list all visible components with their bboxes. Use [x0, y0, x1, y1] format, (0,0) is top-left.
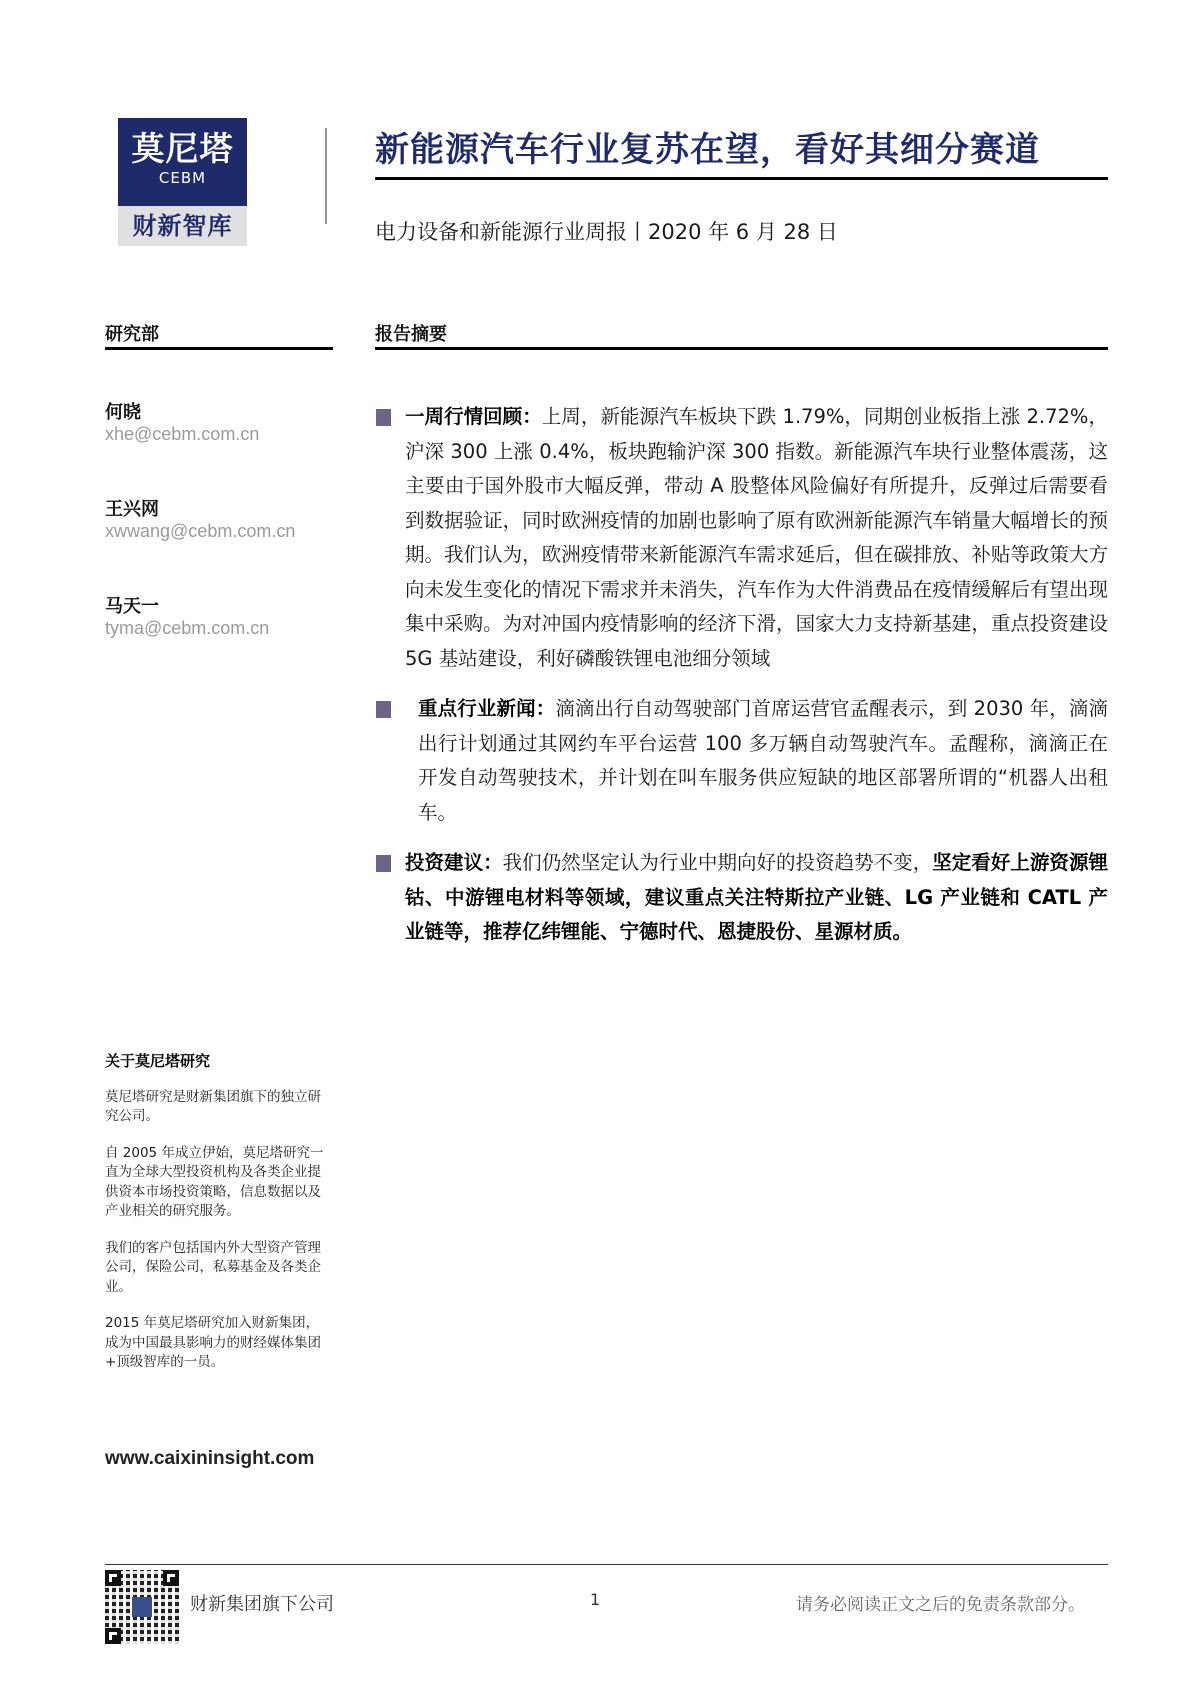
author-block: [105, 592, 269, 639]
summary-item-market-review: [375, 400, 1108, 676]
bullet-square-icon: [376, 701, 391, 718]
header-vertical-divider: [325, 128, 327, 224]
summary-item-text: 上周，新能源汽车板块下跌 1.79%，同期创业板指上涨 2.72%，沪深 300 上涨 0.4%，板块跑输沪深 300 指数。新能源汽车块行业整体震荡，这主要由于国外股市大幅反弹，带动 A 股整体风险偏好有所提升，反弹过后需要看到数据验证，同时欧洲疫情的加剧也影响了原有欧洲新能源汽车销量大幅增长的预期。我们认为，欧洲疫情带来新能源汽车需求延后，但在碳排放、补贴等政策大方向未发生变化的情况下需求并未消失，汽车作为大件消费品在疫情缓解后有望出现集中采购。为对冲国内疫情影响的经济下滑，国家大力支持新基建，重点投资建设 5G 基站建设，利好磷酸铁锂电池细分领域: [405, 405, 1108, 670]
author-block: [105, 495, 295, 542]
author-block: [105, 398, 259, 445]
report-subtitle: 电力设备和新能源行业周报丨2020 年 6 月 28 日: [375, 220, 838, 244]
footer-disclaimer: 请务必阅读正文之后的免责条款部分。: [796, 1595, 1085, 1615]
footer-company: 财新集团旗下公司: [190, 1594, 334, 1615]
summary-item-text: 滴滴出行自动驾驶部门首席运营官孟醒表示，到 2030 年，滴滴出行计划通过其网约车平台运营 100 多万辆自动驾驶汽车。孟醒称，滴滴正在开发自动驾驶技术，并计划在叫车服务供应短缺的地区部署所谓的“机器人出租车。: [418, 697, 1108, 824]
about-paragraph: 莫尼塔研究是财新集团旗下的独立研究公司。: [105, 1088, 321, 1124]
logo-cn-text: 莫尼塔: [131, 129, 234, 168]
bullet-square-icon: [376, 855, 391, 872]
about-heading: 关于莫尼塔研究: [105, 1052, 211, 1070]
about-paragraph: 我们的客户包括国内外大型资产管理公司，保险公司，私募基金及各类企业。: [105, 1239, 321, 1295]
page-number: 1: [590, 1590, 601, 1609]
author-email[interactable]: tyma@cebm.com.cn: [105, 618, 270, 638]
author-name: 马天一: [105, 596, 159, 617]
summary-body: [375, 400, 1108, 966]
about-section: [105, 1052, 330, 1373]
website-link[interactable]: www.caixininsight.com: [105, 1448, 315, 1469]
summary-item-label: 重点行业新闻：: [418, 697, 556, 720]
qr-logo-icon: [132, 1597, 152, 1617]
bullet-square-icon: [376, 409, 391, 426]
author-name: 何晓: [105, 402, 141, 423]
report-title: 新能源汽车行业复苏在望，看好其细分赛道: [375, 130, 1040, 170]
summary-item-investment-advice: [375, 846, 1108, 950]
footer-rule: [105, 1564, 1108, 1565]
summary-heading-rule: [375, 347, 1108, 350]
cebm-logo: [118, 118, 247, 246]
about-paragraph: 自 2005 年成立伊始，莫尼塔研究一直为全球大型投资机构及各类企业提供资本市场投资策略，信息数据以及产业相关的研究服务。: [105, 1144, 324, 1219]
summary-item-industry-news: [375, 692, 1108, 830]
author-email[interactable]: xhe@cebm.com.cn: [105, 424, 260, 444]
logo-top-block: [118, 118, 247, 206]
title-rule: [375, 177, 1108, 180]
about-paragraph: 2015 年莫尼塔研究加入财新集团，成为中国最具影响力的财经媒体集团+顶级智库的一员。: [105, 1315, 321, 1370]
dept-heading: 研究部: [105, 324, 159, 345]
logo-en-text: CEBM: [158, 169, 207, 187]
qr-code-icon: [105, 1570, 179, 1644]
author-name: 王兴网: [105, 499, 159, 520]
dept-heading-rule: [105, 347, 333, 350]
summary-heading: 报告摘要: [375, 324, 447, 345]
author-email[interactable]: xwwang@cebm.com.cn: [105, 521, 296, 541]
summary-item-label: 投资建议：: [405, 851, 503, 874]
summary-item-bold-text: 坚定看好上游资源锂钴、中游锂电材料等领域，建议重点关注特斯拉产业链、LG 产业链和 CATL 产业链等，推荐亿纬锂能、宁德时代、恩捷股份、星源材质。: [405, 851, 1108, 943]
summary-item-text: 我们仍然坚定认为行业中期向好的投资趋势不变，: [502, 851, 933, 874]
logo-sub-text: 财新智库: [118, 206, 247, 246]
summary-item-label: 一周行情回顾：: [405, 405, 542, 428]
